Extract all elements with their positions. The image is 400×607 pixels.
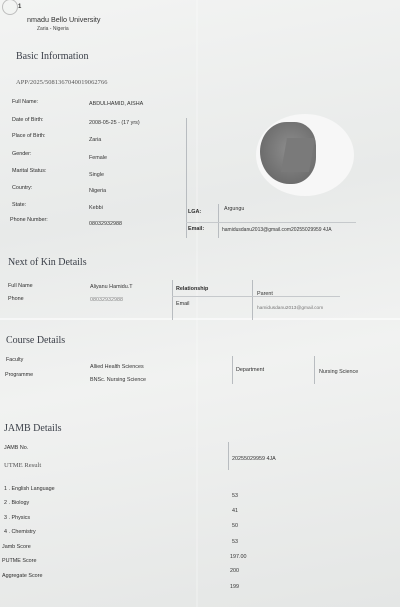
label-nok-full-name: Full Name (8, 283, 33, 289)
label-relationship: Relationship (176, 286, 209, 292)
section-title-jamb: JAMB Details (4, 423, 62, 434)
label-email: Email: (188, 226, 205, 232)
subject-label: 4 . Chemistry (4, 529, 36, 535)
label-utme-result: UTME Result (4, 462, 42, 469)
label-nok-email: Email (176, 301, 190, 307)
label-state: State: (12, 202, 27, 208)
label-putme-score: PUTME Score (2, 558, 37, 564)
value-phone-number: 08032932988 (89, 221, 122, 227)
subject-label: 2 . Biology (4, 500, 30, 506)
university-location: Zaria - Nigeria (37, 26, 69, 32)
divider (314, 356, 315, 384)
label-date-of-birth: Date of Birth: (12, 117, 44, 123)
section-title-course: Course Details (6, 335, 66, 346)
value-gender: Female (89, 155, 107, 161)
subject-score: 41 (232, 508, 238, 514)
paper-crease (196, 0, 198, 607)
divider (172, 296, 340, 297)
value-nok-email: hamidusdanu2013@gmail.com (257, 306, 324, 311)
value-marital-status: Single (89, 172, 104, 178)
label-jamb-number: JAMB No. (4, 445, 29, 451)
divider (186, 222, 356, 223)
divider (252, 280, 253, 320)
label-jamb-score: Jamb Score (2, 544, 31, 550)
label-gender: Gender: (12, 151, 32, 157)
photo-scarf (281, 138, 315, 172)
label-nok-phone: Phone (8, 296, 24, 302)
label-programme: Programme (5, 372, 34, 378)
value-full-name: ABDULHAMID, AISHA (89, 101, 144, 107)
label-faculty: Faculty (6, 357, 24, 363)
value-country: Nigeria (89, 188, 107, 194)
label-marital-status: Marital Status: (12, 168, 47, 174)
paper-crease (0, 318, 400, 320)
value-nok-full-name: Aliyanu Hamidu.T (90, 284, 133, 290)
subject-label: 1 . English Language (4, 486, 55, 492)
value-putme-score: 200 (230, 568, 239, 574)
label-aggregate-score: Aggregate Score (2, 573, 43, 579)
divider (186, 118, 187, 238)
label-lga: LGA: (188, 209, 202, 215)
value-jamb-number: 20255029959 4JA (232, 456, 276, 462)
value-state: Kebbi (89, 205, 103, 211)
section-title-next-of-kin: Next of Kin Details (8, 257, 87, 268)
value-lga: Argungu (224, 206, 245, 212)
value-jamb-score: 197.00 (230, 554, 247, 560)
value-place-of-birth: Zaria (89, 137, 102, 143)
value-programme: BNSc. Nursing Science (90, 377, 147, 383)
applicant-photo (256, 114, 354, 196)
value-faculty: Allied Health Sciences (90, 364, 144, 370)
label-place-of-birth: Place of Birth: (12, 133, 46, 139)
label-phone-number: Phone Number: (10, 217, 48, 223)
label-country: Country: (12, 185, 33, 191)
value-nok-phone: 08032932988 (90, 297, 123, 303)
subject-score: 53 (232, 539, 238, 545)
value-date-of-birth: 2008-05-25 - (17 yrs) (89, 120, 140, 126)
section-title-basic: Basic Information (16, 51, 89, 62)
value-department: Nursing Science (319, 369, 359, 375)
application-number: APP/2025/5081367040019062766 (16, 79, 108, 86)
value-aggregate-score: 199 (230, 584, 239, 590)
label-full-name: Full Name: (12, 99, 39, 105)
header-mark: 1 (18, 4, 22, 10)
divider (218, 204, 219, 238)
subject-score: 50 (232, 523, 238, 529)
divider (172, 280, 173, 320)
value-email: hamidusdanu2013@gmail.com20255029959 4JA (222, 227, 332, 233)
subject-label: 3 . Physics (4, 515, 31, 521)
university-logo (2, 0, 18, 15)
subject-score: 53 (232, 493, 238, 499)
university-name: nmadu Bello University (27, 15, 101, 24)
value-relationship: Parent (257, 291, 273, 297)
divider (228, 442, 229, 470)
label-department: Department (236, 367, 265, 373)
divider (232, 356, 233, 384)
